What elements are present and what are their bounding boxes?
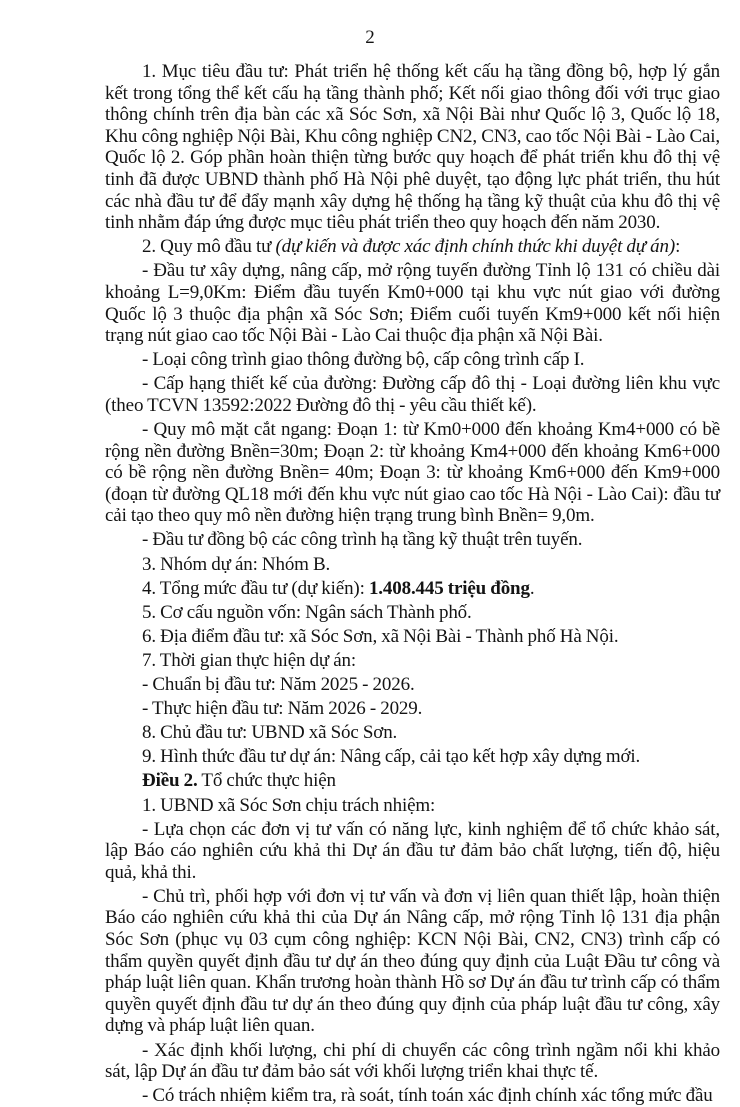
- paragraph: [105, 529, 720, 551]
- paragraph: [105, 770, 720, 792]
- paragraph: [105, 578, 720, 600]
- paragraph: [105, 698, 720, 720]
- text-run: (dự kiến và được xác định chính thức khi duyệt dự án): [275, 236, 676, 258]
- text-run: - Chủ trì, phối hợp với đơn vị tư vấn và đơn vị liên quan thiết lập, hoàn thiện Báo cáo nghiên cứu khả thi của Dự án Nâng cấp, mở rộng Tỉnh lộ 131 địa phận Sóc Sơn (phục vụ 03 cụm công nghiệp: KCN Nội Bài, CN2, CN3) trình cấp có thẩm quyền quyết định đầu tư dự án theo đúng quy định của Luật Đầu tư công và pháp luật liên quan. Khẩn trương hoàn thành Hồ sơ Dự án đầu tư trình cấp có thẩm quyền quyết định đầu tư dự án theo đúng quy định của pháp luật đầu tư công, xây dựng và pháp luật liên quan.: [105, 885, 720, 1037]
- text-run: - Quy mô mặt cắt ngang: Đoạn 1: từ Km0+000 đến khoảng Km4+000 có bề rộng nền đường Bnền=30m; Đoạn 2: từ khoảng Km4+000 đến khoảng Km6+000 có bề rộng nền đường Bnền= 40m; Đoạn 3: từ khoảng Km6+000 đến Km9+000 (đoạn từ đường QL18 mới đến khu vực nút giao cao tốc Hà Nội - Lào Cai): đầu tư cải tạo theo quy mô nền đường hiện trạng trung bình Bnền= 9,0m.: [105, 419, 720, 527]
- document-body: [105, 61, 720, 1107]
- text-run: 5. Cơ cấu nguồn vốn: Ngân sách Thành phố.: [142, 601, 472, 623]
- paragraph: [105, 554, 720, 576]
- paragraph: [105, 602, 720, 624]
- text-run: 3. Nhóm dự án: Nhóm B.: [142, 553, 331, 575]
- paragraph: [105, 746, 720, 768]
- paragraph: [105, 795, 720, 817]
- paragraph: [105, 1085, 720, 1107]
- text-run: 2. Quy mô đầu tư: [142, 236, 276, 258]
- text-run: 6. Địa điểm đầu tư: xã Sóc Sơn, xã Nội Bài - Thành phố Hà Nội.: [142, 625, 619, 647]
- paragraph: [105, 626, 720, 648]
- text-run: 8. Chủ đầu tư: UBND xã Sóc Sơn.: [142, 722, 398, 744]
- text-run: 4. Tổng mức đầu tư (dự kiến):: [142, 577, 369, 599]
- page-number: 2: [365, 27, 375, 48]
- paragraph: [105, 260, 720, 346]
- paragraph: [105, 674, 720, 696]
- text-run: - Cấp hạng thiết kế của đường: Đường cấp đô thị - Loại đường liên khu vực (theo TCVN 13592:2022 Đường đô thị - yêu cầu thiết kế).: [105, 373, 720, 416]
- paragraph: [105, 61, 720, 234]
- text-run: :: [675, 236, 681, 258]
- text-run: 9. Hình thức đầu tư dự án: Nâng cấp, cải tạo kết hợp xây dựng mới.: [142, 746, 641, 768]
- paragraph: [105, 419, 720, 527]
- text-run: Điều 2.: [142, 770, 198, 792]
- text-run: 1. Mục tiêu đầu tư: Phát triển hệ thống kết cấu hạ tầng đồng bộ, hợp lý gắn kết trong tổng thể kết cấu hạ tầng thành phố; Kết nối giao thông đối với trục giao thông chính trên địa bàn các xã Sóc Sơn, xã Nội Bài như Quốc lộ 3, Quốc lộ 18, Khu công nghiệp Nội Bài, Khu công nghiệp CN2, CN3, cao tốc Nội Bài - Lào Cai, Quốc lộ 2. Góp phần hoàn thiện từng bước quy hoạch để phát triển khu đô thị vệ tinh đã được UBND thành phố Hà Nội phê duyệt, tạo động lực phát triển, thu hút các nhà đầu tư để đẩy mạnh xây dựng hệ thống hạ tầng kỹ thuật của khu đô thị vệ tinh nhằm đáp ứng được mục tiêu phát triển theo quy hoạch đến năm 2030.: [105, 61, 720, 234]
- paragraph: [105, 819, 720, 884]
- text-run: - Đầu tư đồng bộ các công trình hạ tầng kỹ thuật trên tuyến.: [142, 529, 583, 551]
- text-run: - Xác định khối lượng, chi phí di chuyển các công trình ngầm nổi khi khảo sát, lập Dự án đầu tư đảm bảo sát với khối lượng triển khai thực tế.: [105, 1039, 720, 1083]
- text-run: Tổ chức thực hiện: [197, 770, 336, 792]
- text-run: - Thực hiện đầu tư: Năm 2026 - 2029.: [142, 698, 423, 720]
- text-run: - Chuẩn bị đầu tư: Năm 2025 - 2026.: [142, 674, 415, 696]
- text-run: - Có trách nhiệm kiểm tra, rà soát, tính toán xác định chính xác tổng mức đầu: [142, 1085, 713, 1107]
- paragraph: [105, 886, 720, 1037]
- text-run: - Loại công trình giao thông đường bộ, cấp công trình cấp I.: [142, 349, 585, 371]
- paragraph: [105, 722, 720, 744]
- text-run: .: [529, 577, 535, 599]
- text-run: 7. Thời gian thực hiện dự án:: [142, 649, 357, 671]
- text-run: 1. UBND xã Sóc Sơn chịu trách nhiệm:: [142, 794, 436, 816]
- text-run: - Lựa chọn các đơn vị tư vấn có năng lực, kinh nghiệm để tổ chức khảo sát, lập Báo cáo nghiên cứu khả thi Dự án đầu tư đảm bảo chất lượng, tiến độ, hiệu quả, khả thi.: [105, 818, 720, 883]
- paragraph: [105, 373, 720, 416]
- paragraph: [105, 236, 720, 258]
- paragraph: [105, 650, 720, 672]
- paragraph: [105, 1040, 720, 1083]
- paragraph: [105, 349, 720, 371]
- text-run: - Đầu tư xây dựng, nâng cấp, mở rộng tuyến đường Tỉnh lộ 131 có chiều dài khoảng L=9,0Km: Điểm đầu tuyến Km0+000 tại khu vực nút giao với đường Quốc lộ 3 thuộc địa phận xã Sóc Sơn; Điểm cuối tuyến Km9+000 kết nối hiện trạng nút giao cao tốc Nội Bài - Lào Cai thuộc địa phận xã Nội Bài.: [105, 260, 720, 347]
- text-run: 1.408.445 triệu đồng: [368, 577, 530, 599]
